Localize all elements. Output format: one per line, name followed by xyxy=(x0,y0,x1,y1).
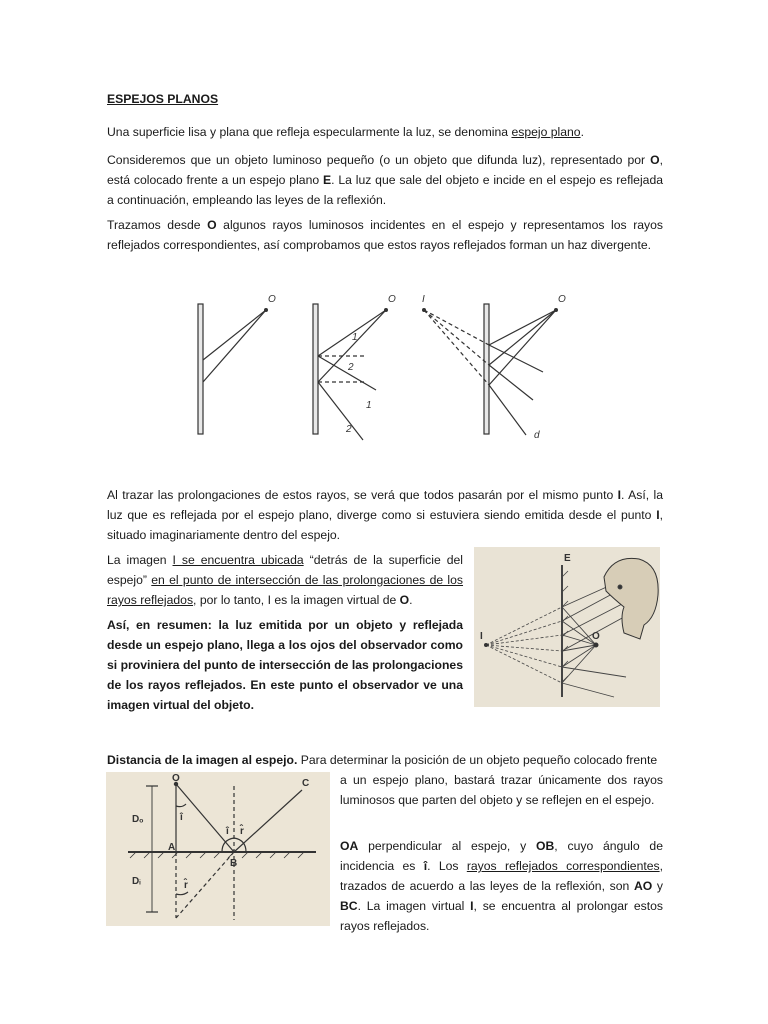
paragraph-distance-cont: a un espejo plano, bastará trazar únicamente dos rayos luminosos que parten del objeto y se reflejen en el espejo. xyxy=(340,773,663,807)
label-do: Dₒ xyxy=(132,814,144,825)
label-angle-i: î xyxy=(180,812,183,823)
bold-symbol: I xyxy=(617,488,622,502)
text: . Los xyxy=(427,859,467,873)
bold-symbol: O xyxy=(650,153,660,167)
observer-mirror-figure xyxy=(474,547,660,707)
text: Para determinar la posición de un objeto pequeño colocado frente xyxy=(297,753,658,767)
paragraph-object xyxy=(107,150,663,210)
label-angle-r: r̂ xyxy=(184,880,188,891)
text: , por lo tanto, I es la imagen virtual de xyxy=(193,593,400,607)
text: , trazados de acuerdo a las leyes de la reflexión, son xyxy=(340,859,663,893)
underlined-phrase: rayos reflejados xyxy=(107,593,194,607)
text: algunos rayos luminosos incidentes en el espejo y representamos los rayos reflejados correspondientes, así comprobamos que estos rayos reflejados forman un haz divergente. xyxy=(107,218,663,252)
paragraph-definition xyxy=(107,122,663,142)
bold-symbol: O xyxy=(207,218,217,232)
label-a: A xyxy=(168,842,176,853)
paragraph-summary: Así, en resumen: la luz emitida por un objeto y reflejada desde un espejo plano, llega a los ojos del observador como si proviniera del punto de intersección de las prolongaciones de los rayos reflejados. En este punto el observador ve una imagen virtual del objeto. xyxy=(107,618,463,712)
text: perpendicular al espejo, y xyxy=(358,839,537,853)
label-i: I xyxy=(422,294,425,305)
label-i: I xyxy=(480,631,483,642)
paragraph-prolongations xyxy=(107,485,663,545)
paragraph-rays xyxy=(107,215,663,255)
label-o: O xyxy=(172,773,180,784)
underlined-phrase: rayos reflejados correspondientes xyxy=(466,859,660,873)
section-title: ESPEJOS PLANOS xyxy=(107,92,219,106)
image-distance-figure xyxy=(106,772,330,926)
text: , cuyo ángulo de incidencia es xyxy=(340,839,663,873)
text: Al trazar las prolongaciones de estos rayos, se verá que todos pasarán por el mismo punto xyxy=(107,488,618,502)
bold-symbol: E xyxy=(322,173,332,187)
text: , se encuentra al prolongar estos rayos reflejados. xyxy=(340,899,663,933)
angle-symbol: î xyxy=(423,859,428,873)
bold-symbol: OB xyxy=(536,839,555,853)
underlined-phrase: I se encuentra ubicada xyxy=(172,553,304,567)
label-ray-2: 2 xyxy=(346,424,352,435)
paragraph-distance-heading xyxy=(107,750,667,770)
label-c: C xyxy=(302,778,310,789)
label-ray-2: 2 xyxy=(348,362,354,373)
label-e: E xyxy=(564,553,571,564)
label-o: O xyxy=(268,294,276,305)
text: . La luz que sale del objeto e incide en el espejo es reflejada a continuación, empleando las leyes de la reflexión. xyxy=(107,173,663,207)
paragraph-rays-oa-ob xyxy=(340,836,663,936)
label-angle-r: r̂ xyxy=(240,826,244,837)
label-o: O xyxy=(558,294,566,305)
text: y xyxy=(652,879,663,893)
label-d: d xyxy=(534,430,540,441)
text: La imagen xyxy=(107,553,173,567)
bold-symbol: BC xyxy=(340,899,358,913)
bold-symbol: I xyxy=(470,899,474,913)
bold-heading: Distancia de la imagen al espejo. xyxy=(107,753,298,767)
label-angle-i: î xyxy=(226,826,229,837)
label-ray-1: 1 xyxy=(352,332,358,343)
text: , está colocado frente a un espejo plano xyxy=(107,153,663,187)
text: Una superficie lisa y plana que refleja especularmente la luz, se denomina xyxy=(107,125,512,139)
text: Trazamos desde xyxy=(107,218,208,232)
text: , situado imaginariamente dentro del espejo. xyxy=(107,508,663,542)
text: . La imagen virtual xyxy=(357,899,471,913)
text: . xyxy=(409,593,413,607)
label-b: B xyxy=(230,858,238,869)
underlined-term: espejo plano xyxy=(511,125,581,139)
text: “detrás de la superficie del espejo” xyxy=(107,553,463,587)
text: Consideremos que un objeto luminoso pequeño (o un objeto que difunda luz), representado por xyxy=(107,153,651,167)
underlined-phrase: en el punto de intersección de las prolongaciones de los xyxy=(151,573,464,587)
paragraph-image-location xyxy=(107,550,463,610)
bold-symbol: O xyxy=(399,593,410,607)
bold-symbol: AO xyxy=(633,879,653,893)
bold-symbol: OA xyxy=(340,839,359,853)
label-o: O xyxy=(592,631,600,642)
label-o: O xyxy=(388,294,396,305)
mirror-rays-figure xyxy=(188,290,568,450)
label-ray-1: 1 xyxy=(366,400,372,411)
bold-symbol: I xyxy=(656,508,660,522)
text: . xyxy=(580,125,584,139)
label-di: Dᵢ xyxy=(132,876,141,887)
text: . Así, la luz que es reflejada por el espejo plano, diverge como si estuviera siendo emitida desde el punto xyxy=(107,488,663,522)
